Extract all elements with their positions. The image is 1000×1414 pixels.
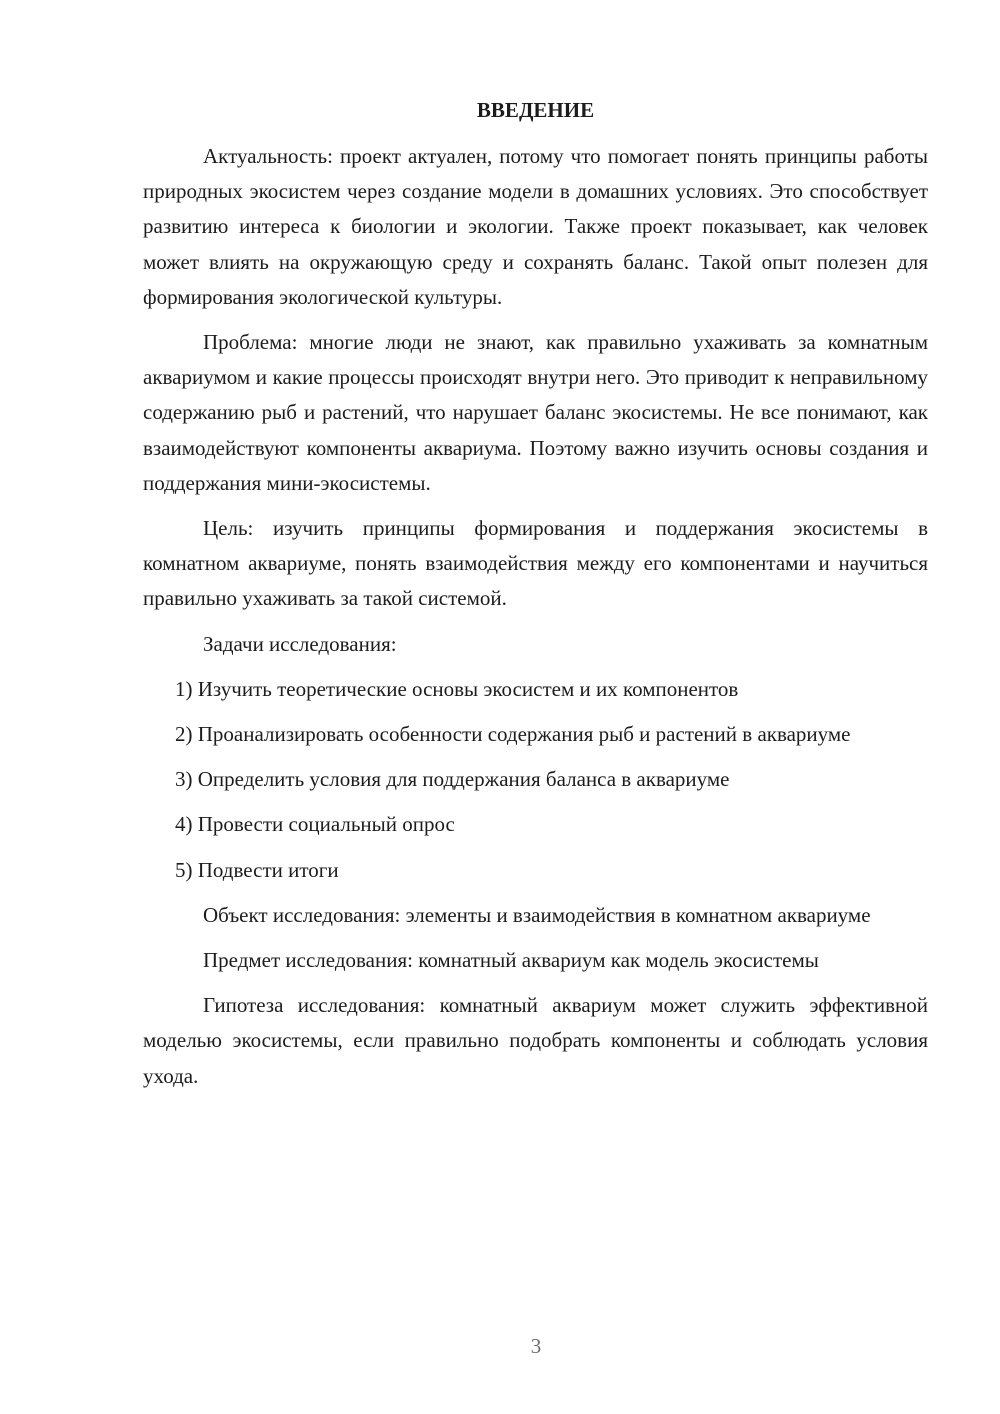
page-content xyxy=(143,96,928,1104)
paragraph-subject: Предмет исследования: комнатный аквариум как модель экосистемы xyxy=(203,948,819,973)
task-item-1: 1) Изучить теоретические основы экосистем и их компонентов xyxy=(175,676,739,701)
paragraph-object: Объект исследования: элементы и взаимодействия в комнатном аквариуме xyxy=(203,902,871,927)
paragraph-relevance: Актуальность: проект актуален, потому что помогает понять принципы работы природных экосистем через создание модели в домашних условиях. Это способствует развитию интереса к биологии и экологии. Также проект показывает, как человек может влиять на окружающую среду и сохранять баланс. Такой опыт полезен для формирования экологической культуры. xyxy=(143,144,928,309)
section-title: ВВЕДЕНИЕ xyxy=(476,98,595,122)
task-item-4: 4) Провести социальный опрос xyxy=(175,812,455,837)
paragraph-hypothesis: Гипотеза исследования: комнатный аквариум может служить эффективной моделью экосистемы, если правильно подобрать компоненты и соблюдать условия ухода. xyxy=(143,993,928,1088)
task-item-3: 3) Определить условия для поддержания баланса в аквариуме xyxy=(175,767,730,792)
paragraph-goal: Цель: изучить принципы формирования и поддержания экосистемы в комнатном аквариуме, понять взаимодействия между его компонентами и научиться правильно ухаживать за такой системой. xyxy=(143,516,928,611)
page-number: 3 xyxy=(530,1334,542,1358)
task-item-2: 2) Проанализировать особенности содержания рыб и растений в аквариуме xyxy=(175,722,851,747)
paragraph-tasks-heading: Задачи исследования: xyxy=(203,631,397,656)
paragraph-problem: Проблема: многие люди не знают, как правильно ухаживать за комнатным аквариумом и какие процессы происходят внутри него. Это приводит к неправильному содержанию рыб и растений, что нарушает баланс экосистемы. Не все понимают, как взаимодействуют компоненты аквариума. Поэтому важно изучить основы создания и поддержания мини-экосистемы. xyxy=(143,330,928,495)
task-item-5: 5) Подвести итоги xyxy=(175,857,339,882)
